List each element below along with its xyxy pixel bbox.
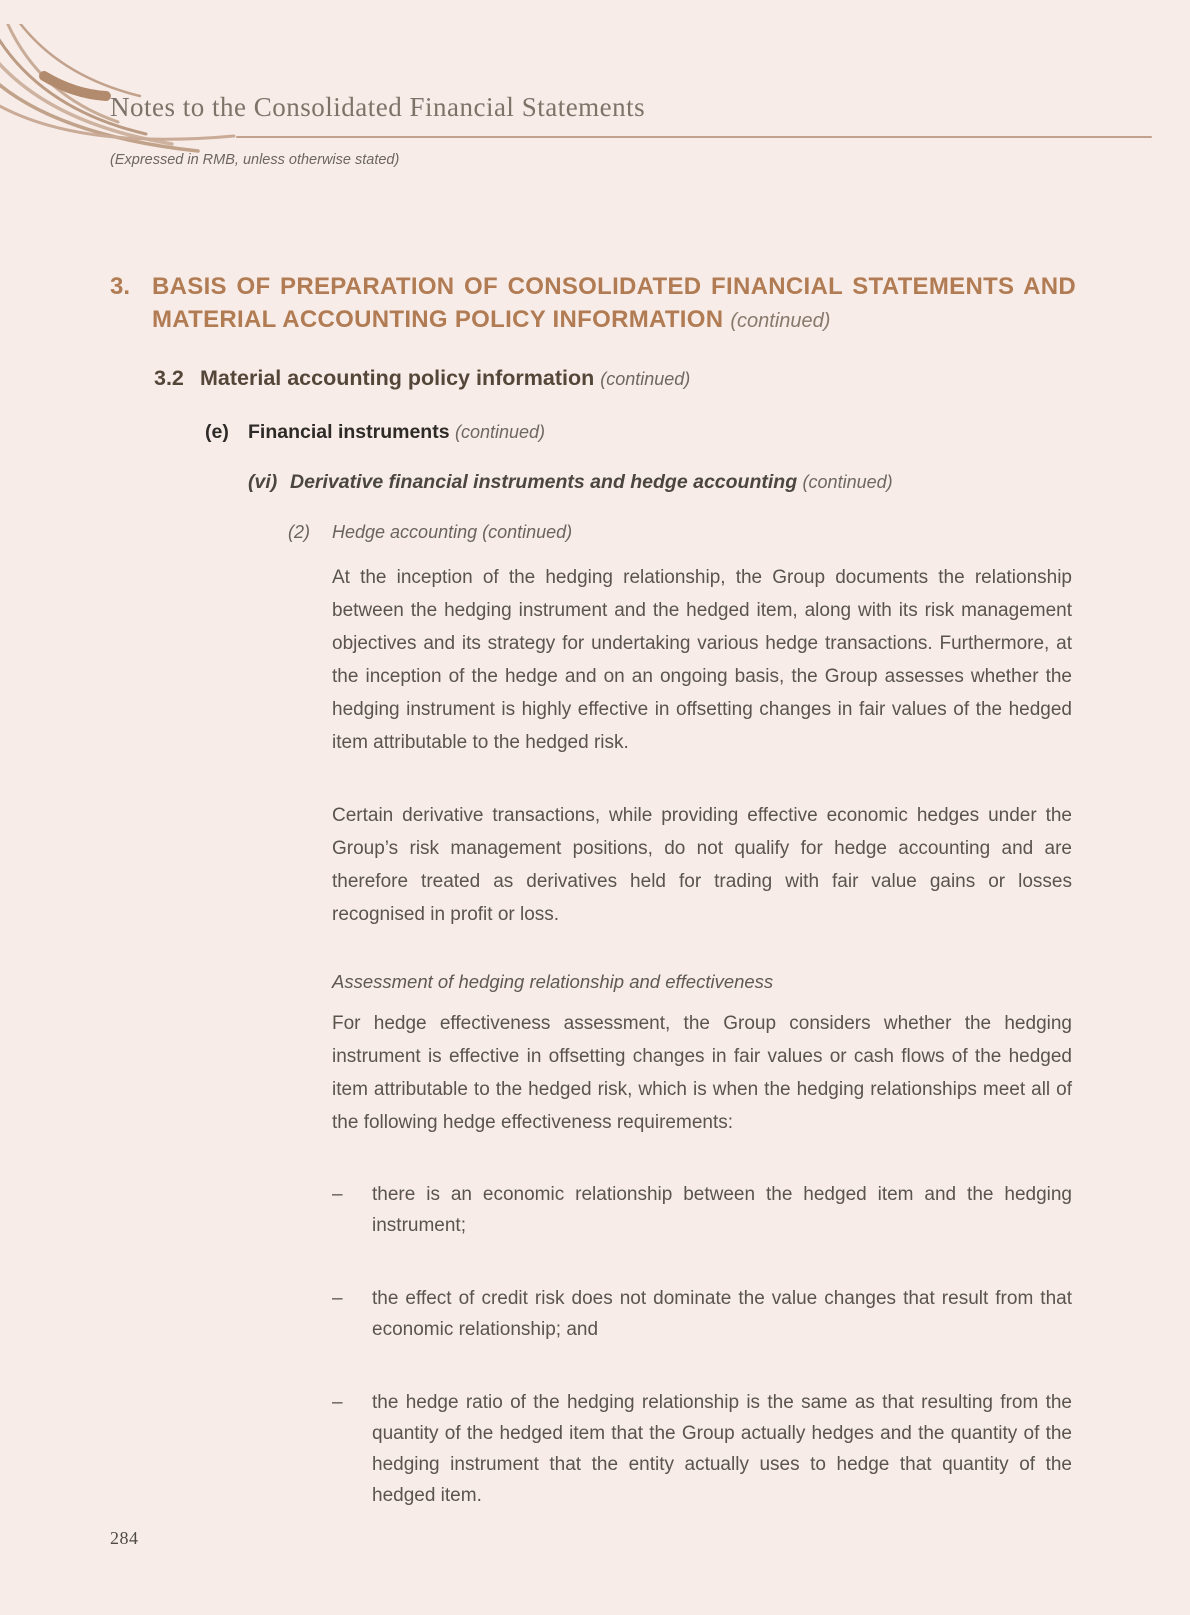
section-3-2-title xyxy=(200,364,1076,393)
section-3-number: 3. xyxy=(110,273,131,300)
item-e-continued: (continued) xyxy=(454,422,546,442)
section-3-2-number: 3.2 xyxy=(154,366,184,390)
item-vi-continued: (continued) xyxy=(802,472,893,492)
item-vi-title-text: Derivative financial instruments and hedge accounting xyxy=(290,471,798,493)
section-3-2-continued: (continued) xyxy=(600,369,691,389)
item-e-title-text: Financial instruments xyxy=(248,421,450,443)
subheading-assessment: Assessment of hedging relationship and effectiveness xyxy=(332,971,774,992)
bullet-text: there is an economic relationship between the hedged item and the hedging instrument; xyxy=(372,1184,1072,1236)
bullet-economic-relationship xyxy=(332,1179,1072,1241)
header-divider xyxy=(236,136,1152,138)
item-2-heading xyxy=(288,519,1076,545)
item-e-title xyxy=(248,419,1076,445)
paragraph-effectiveness: For hedge effectiveness assessment, the Group considers whether the hedging instrument is effective in offsetting changes in fair values or cash flows of the hedged item attributable to the hedged risk, which is when the hedging relationships meet all of the following hedge effectiveness requirements: xyxy=(332,1013,1072,1133)
section-3-2-heading xyxy=(154,364,1076,393)
bullet-dash: – xyxy=(332,1392,343,1413)
section-3-continued: (continued) xyxy=(730,310,831,332)
page-number: 284 xyxy=(110,1528,139,1548)
section-3-heading xyxy=(110,270,1076,338)
bullet-hedge-ratio xyxy=(332,1387,1072,1511)
item-e-label: (e) xyxy=(205,421,229,443)
section-3-2-title-text: Material accounting policy information xyxy=(200,366,595,390)
item-2-title: Hedge accounting (continued) xyxy=(332,522,573,542)
note-content xyxy=(110,270,1076,1553)
paragraph-economic-hedges: Certain derivative transactions, while providing effective economic hedges under the Group’s risk management positions, do not qualify for hedge accounting and are therefore treated as derivatives held for trading with fair value gains or losses recognised in profit or loss. xyxy=(332,805,1072,925)
section-3-title xyxy=(152,270,1076,338)
item-e-heading xyxy=(205,419,1076,445)
bullet-text: the hedge ratio of the hedging relationship is the same as that resulting from the quantity of the hedged item that the Group actually hedges and the quantity of the hedging instrument that the entity actually uses to hedge that quantity of the hedged item. xyxy=(372,1392,1072,1506)
bullet-dash: – xyxy=(332,1288,343,1309)
bullet-credit-risk xyxy=(332,1283,1072,1345)
paragraph-hedge-inception: At the inception of the hedging relationship, the Group documents the relationship between the hedging instrument and the hedged item, along with its risk management objectives and its strategy for undertaking various hedge transactions. Furthermore, at the inception of the hedge and on an ongoing basis, the Group assesses whether the hedging instrument is highly effective in offsetting changes in fair values of the hedged item attributable to the hedged risk. xyxy=(332,567,1072,753)
bullet-text: the effect of credit risk does not dominate the value changes that result from that economic relationship; and xyxy=(372,1288,1072,1340)
bullet-dash: – xyxy=(332,1184,343,1205)
currency-note: (Expressed in RMB, unless otherwise stated) xyxy=(110,152,400,168)
item-vi-label: (vi) xyxy=(248,471,278,493)
section-3-title-text: BASIS OF PREPARATION OF CONSOLIDATED FINANCIAL STATEMENTS AND MATERIAL ACCOUNTING POLICY INFORMATION xyxy=(152,273,1076,333)
item-vi-title xyxy=(290,469,1076,495)
page-title: Notes to the Consolidated Financial Statements xyxy=(110,92,646,122)
item-2-label: (2) xyxy=(288,522,310,542)
item-vi-heading xyxy=(248,469,1076,495)
